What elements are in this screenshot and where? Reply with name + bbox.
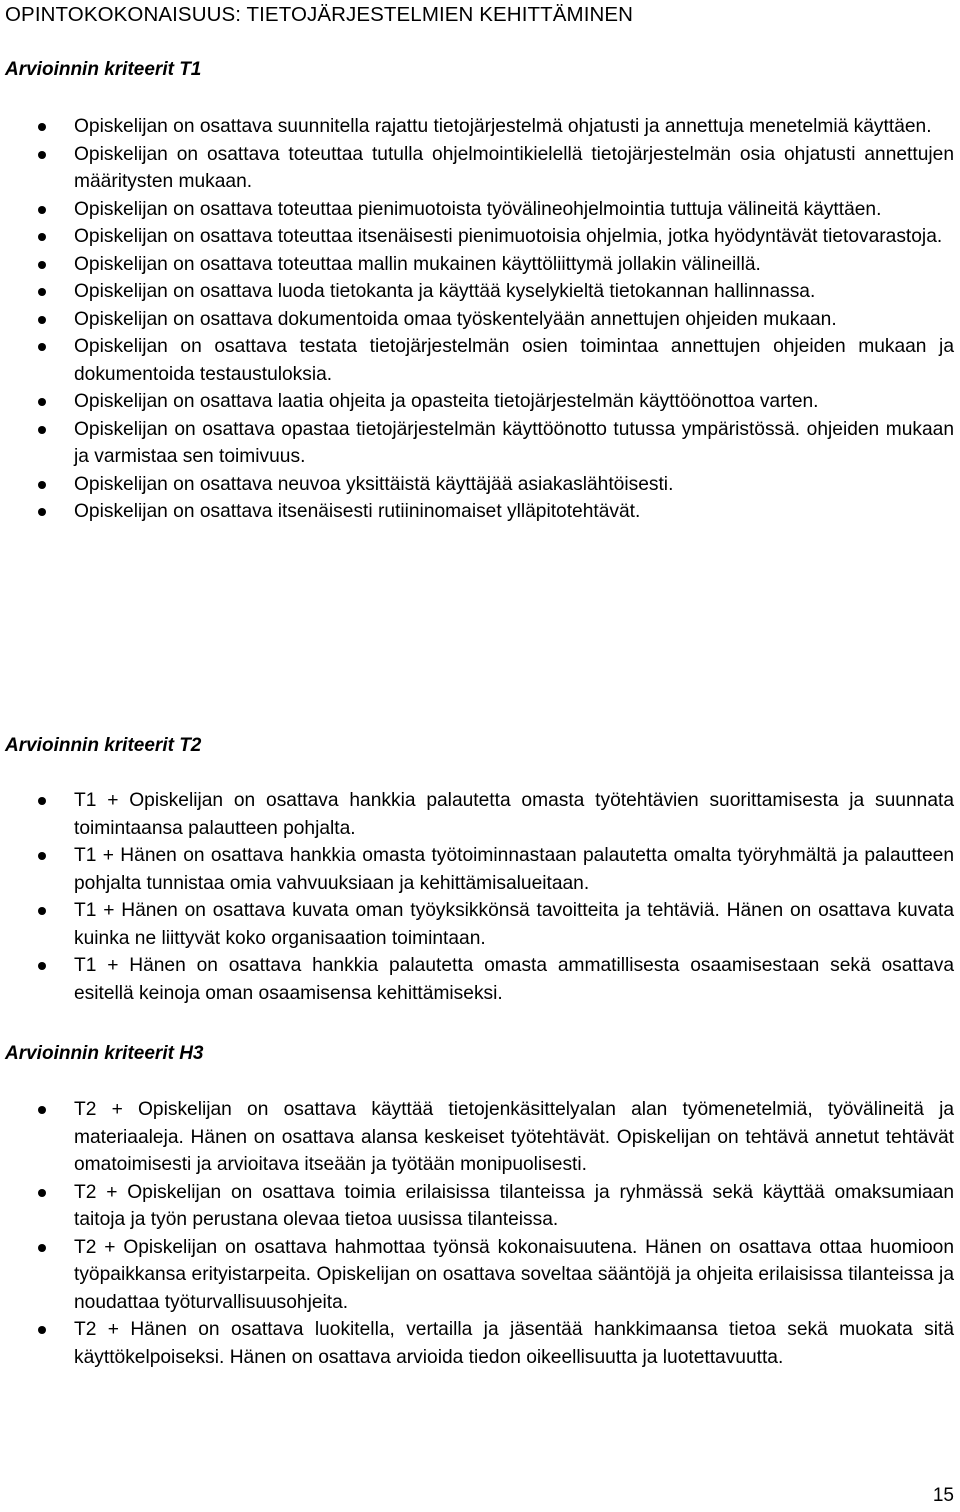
bullet-icon [38, 426, 46, 434]
section-heading-t2: Arvioinnin kriteerit T2 [5, 735, 202, 756]
page-number: 15 [932, 1485, 954, 1506]
bullet-icon [38, 288, 46, 296]
list-item [0, 897, 960, 952]
list-item [0, 1179, 960, 1234]
bullet-icon [38, 481, 46, 489]
list-item-text: Opiskelijan on osattava dokumentoida omaa työskentelyään annettujen ohjeiden mukaan. [74, 308, 837, 330]
list-item-text: Opiskelijan on osattava toteuttaa mallin mukainen käyttöliittymä jollakin välineillä. [74, 253, 761, 275]
bullet-icon [38, 852, 46, 860]
bullet-icon [38, 206, 46, 214]
list-item-text: T1 + Opiskelijan on osattava hankkia palautetta omasta työtehtävien suorittamisesta ja suunnata toimintaansa palautteen pohjalta. [74, 790, 954, 839]
bullet-icon [38, 1244, 46, 1252]
list-item [0, 952, 960, 1007]
criteria-list-t1 [0, 113, 960, 526]
bullet-icon [38, 508, 46, 516]
list-item [0, 196, 960, 224]
bullet-icon [38, 907, 46, 915]
list-item-text: T1 + Hänen on osattava kuvata oman työyksikkönsä tavoitteita ja tehtäviä. Hänen on osattava kuvata kuinka ne liittyvät koko organisaation toimintaan. [74, 900, 954, 949]
section-heading-h3: Arvioinnin kriteerit H3 [5, 1043, 204, 1064]
criteria-list-h3 [0, 1096, 960, 1371]
list-item [0, 113, 960, 141]
bullet-icon [38, 1326, 46, 1334]
list-item [0, 842, 960, 897]
list-item [0, 141, 960, 196]
list-item [0, 1234, 960, 1317]
list-item-text: Opiskelijan on osattava luoda tietokanta ja käyttää kyselykieltä tietokannan hallinnassa. [74, 281, 816, 302]
bullet-icon [38, 797, 46, 805]
list-item-text: Opiskelijan on osattava toteuttaa itsenäisesti pienimuotoisia ohjelmia, jotka hyödyntävät tietovarastoja. [74, 226, 943, 247]
list-item [0, 498, 960, 526]
list-item-text: Opiskelijan on osattava suunnitella rajattu tietojärjestelmä ohjatusti ja annettuja menetelmiä käyttäen. [74, 116, 932, 137]
list-item [0, 223, 960, 251]
document-title: OPINTOKOKONAISUUS: TIETOJÄRJESTELMIEN KEHITTÄMINEN [5, 3, 634, 26]
list-item [0, 333, 960, 388]
list-item-text: Opiskelijan on osattava laatia ohjeita ja opasteita tietojärjestelmän käyttöönottoa varten. [74, 391, 819, 412]
bullet-icon [38, 962, 46, 970]
list-item-text: Opiskelijan on osattava testata tietojärjestelmän osien toimintaa annettujen ohjeiden mukaan ja dokumentoida testaustuloksia. [74, 336, 954, 385]
list-item [0, 306, 960, 334]
list-item-text: T1 + Hänen on osattava hankkia palautetta omasta ammatillisesta osaamisestaan sekä osattava esitellä keinoja oman osaamisensa kehittämiseksi. [74, 955, 954, 1004]
bullet-icon [38, 1189, 46, 1197]
bullet-icon [38, 261, 46, 269]
list-item-text: T2 + Hänen on osattava luokitella, vertailla ja jäsentää hankkimaansa tietoa sekä muokata sitä käyttökelpoiseksi. Hänen on osattava arvioida tiedon oikeellisuutta ja luotettavuutta. [74, 1319, 954, 1368]
list-item-text: T2 + Opiskelijan on osattava käyttää tietojenkäsittelyalan alan työmenetelmiä, työvälineitä ja materiaaleja. Hänen on osattava alansa keskeiset työtehtävät. Opiskelijan on tehtävä annetut tehtävät omatoimisesti ja arvioitava itseään ja työtään monipuolisesti. [74, 1099, 954, 1175]
list-item [0, 1316, 960, 1371]
list-item-text: Opiskelijan on osattava neuvoa yksittäistä käyttäjää asiakaslähtöisesti. [74, 473, 674, 495]
list-item [0, 388, 960, 416]
bullet-icon [38, 1106, 46, 1114]
criteria-list-t2 [0, 787, 960, 1007]
bullet-icon [38, 343, 46, 351]
list-item-text: Opiskelijan on osattava toteuttaa tutulla ohjelmointikielellä tietojärjestelmän osia ohjatusti annettujen määritysten mukaan. [74, 143, 954, 192]
list-item-text: Opiskelijan on osattava itsenäisesti rutiininomaiset ylläpitotehtävät. [74, 501, 641, 522]
list-item [0, 471, 960, 499]
list-item-text: T2 + Opiskelijan on osattava toimia erilaisissa tilanteissa ja ryhmässä sekä käyttää omaksumiaan taitoja ja työn perustana olevaa tietoa uusissa tilanteissa. [74, 1181, 954, 1230]
list-item [0, 251, 960, 279]
list-item-text: Opiskelijan on osattava opastaa tietojärjestelmän käyttöönotto tutussa ympäristössä. ohjeiden mukaan ja varmistaa sen toimivuus. [74, 418, 954, 467]
bullet-icon [38, 123, 46, 131]
bullet-icon [38, 151, 46, 159]
bullet-icon [38, 233, 46, 241]
list-item-text: T2 + Opiskelijan on osattava hahmottaa työnsä kokonaisuutena. Hänen on osattava ottaa huomioon työpaikkansa erityistarpeita. Opiskelijan on osattava soveltaa sääntöjä ja ohjeita erilaisissa tilanteissa ja noudattaa työturvallisuusohjeita. [74, 1236, 954, 1313]
list-item [0, 278, 960, 306]
list-item-text: Opiskelijan on osattava toteuttaa pienimuotoista työvälineohjelmointia tuttuja välineitä käyttäen. [74, 198, 882, 220]
list-item [0, 787, 960, 842]
bullet-icon [38, 398, 46, 406]
list-item [0, 416, 960, 471]
list-item-text: T1 + Hänen on osattava hankkia omasta työtoiminnastaan palautetta omalta työryhmältä ja palautteen pohjalta tunnistaa omia vahvuuksiaan ja kehittämisalueitaan. [74, 845, 954, 894]
bullet-icon [38, 316, 46, 324]
section-heading-t1: Arvioinnin kriteerit T1 [5, 59, 202, 80]
list-item [0, 1096, 960, 1179]
